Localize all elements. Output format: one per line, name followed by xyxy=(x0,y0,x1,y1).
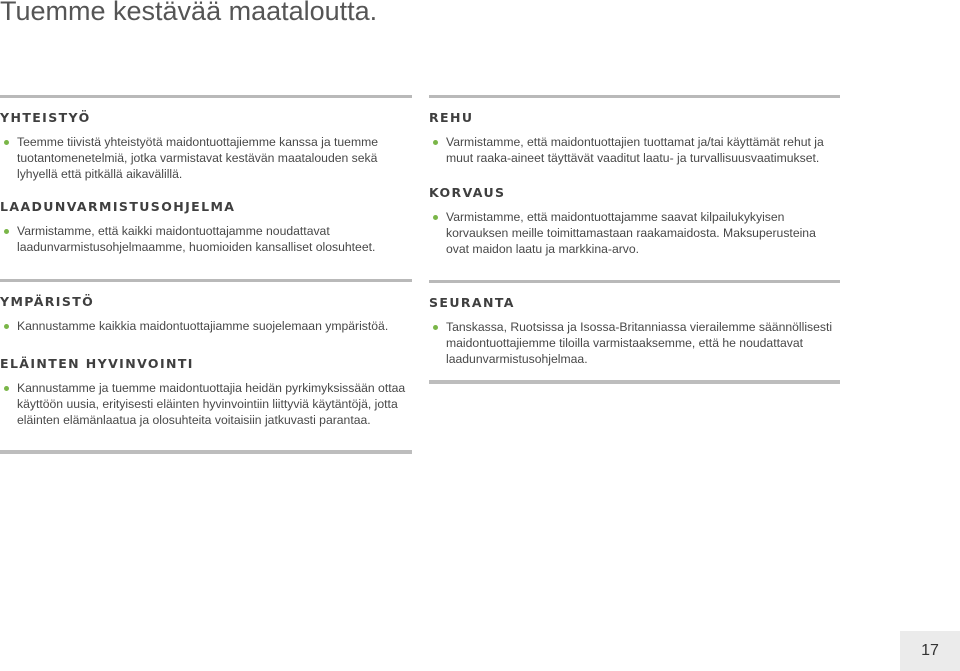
right-column xyxy=(429,95,840,384)
divider xyxy=(0,450,412,454)
bullet-icon xyxy=(433,325,438,330)
list-item xyxy=(0,134,412,182)
bullet-icon xyxy=(4,229,9,234)
page-number-label: 17 xyxy=(921,642,939,659)
section-heading: REHU xyxy=(429,110,474,125)
section-text: Kannustamme ja tuemme maidontuottajia heidän pyrkimyksissään ottaa käyttöön uusia, erityisesti eläinten hyvinvointiin liittyviä käytäntöjä, jotta eläinten elämänlaatua ja olosuhteita voitaisiin jatkuvasti parantaa. xyxy=(17,381,406,427)
divider xyxy=(429,380,840,384)
bullet-icon xyxy=(433,140,438,145)
section-text: Teemme tiivistä yhteistyötä maidontuottajiemme kanssa ja tuemme tuotantomenetelmiä, jotka varmistavat kestävän maatalouden sekä lyhyellä että pitkällä aikavälillä. xyxy=(17,135,379,181)
list-item xyxy=(0,223,412,255)
section-heading: SEURANTA xyxy=(429,295,515,310)
bullet-icon xyxy=(4,140,9,145)
page-title: Tuemme kestävää maataloutta. xyxy=(0,0,378,26)
section-rehu xyxy=(429,98,840,173)
list-item xyxy=(429,209,840,257)
left-column xyxy=(0,95,412,454)
section-text: Kannustamme kaikkia maidontuottajiamme suojelemaan ympäristöä. xyxy=(17,319,389,333)
list-item xyxy=(429,319,840,367)
section-yhteistyo xyxy=(0,98,412,187)
section-heading: LAADUNVARMISTUSOHJELMA xyxy=(0,199,236,214)
bullet-icon xyxy=(433,215,438,220)
section-seuranta xyxy=(429,283,840,380)
section-heading: KORVAUS xyxy=(429,185,506,200)
list-item xyxy=(0,318,412,334)
section-laadunvarmistusohjelma xyxy=(0,187,412,279)
section-heading: ELÄINTEN HYVINVOINTI xyxy=(0,356,194,371)
section-heading: YMPÄRISTÖ xyxy=(0,294,95,309)
page-number xyxy=(900,631,960,671)
section-text: Varmistamme, että kaikki maidontuottajamme noudattavat laadunvarmistusohjelmaamme, huomioiden kansalliset olosuhteet. xyxy=(17,224,376,254)
list-item xyxy=(429,134,840,166)
bullet-icon xyxy=(4,324,9,329)
section-text: Varmistamme, että maidontuottajien tuottamat ja/tai käyttämät rehut ja muut raaka-aineet täyttävät vaaditut laatu- ja turvallisuusvaatimukset. xyxy=(446,135,824,165)
section-heading: YHTEISTYÖ xyxy=(0,110,91,125)
section-text: Varmistamme, että maidontuottajamme saavat kilpailukykyisen korvauksen meille toimittamastaan raakamaidosta. Maksuperusteina ovat maidon laatu ja markkina-arvo. xyxy=(446,210,816,256)
section-ymparisto xyxy=(0,282,412,344)
section-text: Tanskassa, Ruotsissa ja Isossa-Britanniassa vierailemme säännöllisesti maidontuottajiemme tiloilla varmistaaksemme, että he noudattavat laadunvarmistusohjelmaa. xyxy=(446,320,833,366)
bullet-icon xyxy=(4,386,9,391)
section-korvaus xyxy=(429,173,840,280)
section-elainten-hyvinvointi xyxy=(0,344,412,450)
list-item xyxy=(0,380,412,428)
